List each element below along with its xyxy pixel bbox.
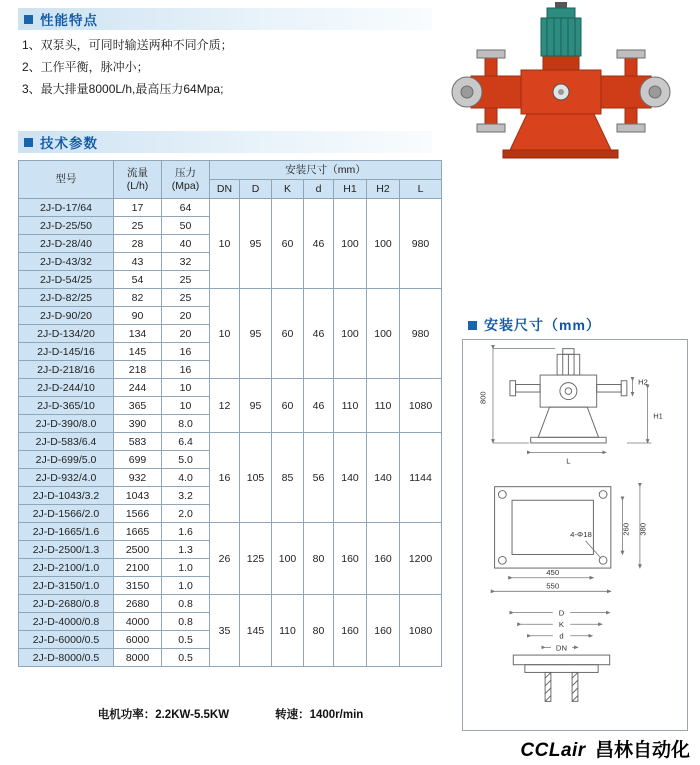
install-d-cell: 95 <box>240 379 272 433</box>
flow-cell: 6000 <box>114 631 162 649</box>
flow-cell: 1043 <box>114 487 162 505</box>
flow-cell: 2680 <box>114 595 162 613</box>
features-section-header <box>18 8 432 30</box>
svg-text:K: K <box>558 620 565 630</box>
install-d-cell: 56 <box>304 433 334 523</box>
pressure-cell: 5.0 <box>162 451 210 469</box>
svg-text:4-Φ18: 4-Φ18 <box>570 530 592 540</box>
install-k-cell: 110 <box>272 595 304 667</box>
flow-cell: 3150 <box>114 577 162 595</box>
feature-item: 1、双泵头，可同时输送两种不同介质； <box>22 38 233 52</box>
install-l-cell: 980 <box>400 289 442 379</box>
model-cell: 2J-D-4000/0.8 <box>19 613 114 631</box>
table-row <box>19 289 442 307</box>
install-dn-cell: 35 <box>210 595 240 667</box>
pressure-cell: 1.0 <box>162 577 210 595</box>
flow-cell: 90 <box>114 307 162 325</box>
pressure-cell: 4.0 <box>162 469 210 487</box>
model-cell: 2J-D-90/20 <box>19 307 114 325</box>
col-header-dn: DN <box>210 180 240 199</box>
model-cell: 2J-D-699/5.0 <box>19 451 114 469</box>
install-d-cell: 145 <box>240 595 272 667</box>
pressure-cell: 16 <box>162 361 210 379</box>
install-d-cell: 80 <box>304 595 334 667</box>
svg-text:H1: H1 <box>653 411 663 421</box>
install-k-cell: 60 <box>272 199 304 289</box>
pressure-cell: 20 <box>162 325 210 343</box>
install-h2-cell: 140 <box>367 433 400 523</box>
install-h1-cell: 160 <box>334 523 367 595</box>
logo-brand: CCLair <box>520 740 586 761</box>
col-header-install: 安装尺寸（mm） <box>210 161 442 180</box>
pressure-cell: 6.4 <box>162 433 210 451</box>
pressure-cell: 3.2 <box>162 487 210 505</box>
pressure-cell: 0.5 <box>162 631 210 649</box>
install-h2-cell: 100 <box>367 199 400 289</box>
pressure-cell: 2.0 <box>162 505 210 523</box>
flow-cell: 583 <box>114 433 162 451</box>
install-h1-cell: 100 <box>334 199 367 289</box>
install-d-cell: 95 <box>240 289 272 379</box>
flow-cell: 54 <box>114 271 162 289</box>
install-dn-cell: 26 <box>210 523 240 595</box>
flow-cell: 1566 <box>114 505 162 523</box>
pressure-cell: 20 <box>162 307 210 325</box>
params-table-body <box>19 199 442 667</box>
table-row <box>19 523 442 541</box>
pressure-cell: 0.8 <box>162 595 210 613</box>
motor-power-note: 电机功率：2.2KW-5.5KW <box>97 709 230 721</box>
model-cell: 2J-D-1665/1.6 <box>19 523 114 541</box>
model-cell: 2J-D-390/8.0 <box>19 415 114 433</box>
install-l-cell: 1200 <box>400 523 442 595</box>
flow-cell: 4000 <box>114 613 162 631</box>
install-h2-cell: 110 <box>367 379 400 433</box>
install-k-cell: 100 <box>272 523 304 595</box>
col-header-l: L <box>400 180 442 199</box>
flow-cell: 699 <box>114 451 162 469</box>
flow-cell: 1665 <box>114 523 162 541</box>
table-row <box>19 199 442 217</box>
install-h1-cell: 100 <box>334 289 367 379</box>
col-header-model: 型号 <box>19 161 114 199</box>
install-h2-cell: 100 <box>367 289 400 379</box>
flow-cell: 365 <box>114 397 162 415</box>
pressure-cell: 10 <box>162 379 210 397</box>
pressure-cell: 1.6 <box>162 523 210 541</box>
flow-cell: 82 <box>114 289 162 307</box>
features-list <box>22 34 233 100</box>
install-title: 安装尺寸（mm） <box>484 317 601 333</box>
svg-text:d: d <box>559 631 564 641</box>
pressure-cell: 1.3 <box>162 541 210 559</box>
flow-cell: 2500 <box>114 541 162 559</box>
model-cell: 2J-D-2500/1.3 <box>19 541 114 559</box>
install-dn-cell: 12 <box>210 379 240 433</box>
flow-cell: 244 <box>114 379 162 397</box>
model-cell: 2J-D-82/25 <box>19 289 114 307</box>
model-cell: 2J-D-134/20 <box>19 325 114 343</box>
install-l-cell: 980 <box>400 199 442 289</box>
top-view-drawing <box>466 477 684 601</box>
model-cell: 2J-D-8000/0.5 <box>19 649 114 667</box>
install-k-cell: 60 <box>272 379 304 433</box>
features-title: 性能特点 <box>40 13 98 28</box>
install-dn-cell: 10 <box>210 199 240 289</box>
col-header-flow: 流量 (L/h) <box>114 161 162 199</box>
pressure-cell: 25 <box>162 289 210 307</box>
table-row <box>19 433 442 451</box>
model-cell: 2J-D-218/16 <box>19 361 114 379</box>
install-l-cell: 1080 <box>400 595 442 667</box>
install-h1-cell: 110 <box>334 379 367 433</box>
install-dn-cell: 16 <box>210 433 240 523</box>
svg-text:H2: H2 <box>638 377 648 387</box>
flow-cell: 390 <box>114 415 162 433</box>
pressure-cell: 10 <box>162 397 210 415</box>
flow-cell: 218 <box>114 361 162 379</box>
model-cell: 2J-D-3150/1.0 <box>19 577 114 595</box>
table-row <box>19 595 442 613</box>
col-header-d-small: d <box>304 180 334 199</box>
install-d-cell: 46 <box>304 199 334 289</box>
pressure-cell: 1.0 <box>162 559 210 577</box>
install-d-cell: 105 <box>240 433 272 523</box>
col-header-pressure: 压力 (Mpa) <box>162 161 210 199</box>
speed-note: 转速：1400r/min <box>275 709 364 721</box>
model-cell: 2J-D-932/4.0 <box>19 469 114 487</box>
pressure-cell: 50 <box>162 217 210 235</box>
install-dn-cell: 10 <box>210 289 240 379</box>
tech-section-header <box>18 131 432 153</box>
install-h2-cell: 160 <box>367 523 400 595</box>
svg-text:550: 550 <box>546 581 560 591</box>
pressure-cell: 0.5 <box>162 649 210 667</box>
install-d-cell: 125 <box>240 523 272 595</box>
table-row <box>19 379 442 397</box>
model-cell: 2J-D-6000/0.5 <box>19 631 114 649</box>
col-header-h1: H1 <box>334 180 367 199</box>
install-d-cell: 95 <box>240 199 272 289</box>
install-d-cell: 80 <box>304 523 334 595</box>
pressure-cell: 25 <box>162 271 210 289</box>
svg-text:D: D <box>558 608 565 618</box>
install-k-cell: 85 <box>272 433 304 523</box>
flow-cell: 134 <box>114 325 162 343</box>
flow-cell: 932 <box>114 469 162 487</box>
model-cell: 2J-D-583/6.4 <box>19 433 114 451</box>
model-cell: 2J-D-2100/1.0 <box>19 559 114 577</box>
pressure-cell: 16 <box>162 343 210 361</box>
install-d-cell: 46 <box>304 289 334 379</box>
flow-cell: 28 <box>114 235 162 253</box>
install-section-header <box>462 315 601 335</box>
svg-text:DN: DN <box>555 643 568 653</box>
feature-item: 3、最大排量8000L/h,最高压力64Mpa; <box>22 82 224 96</box>
model-cell: 2J-D-28/40 <box>19 235 114 253</box>
model-cell: 2J-D-2680/0.8 <box>19 595 114 613</box>
model-cell: 2J-D-17/64 <box>19 199 114 217</box>
flange-section-drawing <box>466 603 684 711</box>
section-bullet-icon <box>468 321 477 330</box>
install-k-cell: 60 <box>272 289 304 379</box>
tech-title: 技术参数 <box>40 136 98 151</box>
model-cell: 2J-D-365/10 <box>19 397 114 415</box>
section-bullet-icon <box>24 138 33 147</box>
params-table <box>18 160 442 667</box>
col-header-h2: H2 <box>367 180 400 199</box>
model-cell: 2J-D-54/25 <box>19 271 114 289</box>
pressure-cell: 32 <box>162 253 210 271</box>
install-d-cell: 46 <box>304 379 334 433</box>
install-h2-cell: 160 <box>367 595 400 667</box>
model-cell: 2J-D-145/16 <box>19 343 114 361</box>
install-l-cell: 1080 <box>400 379 442 433</box>
pressure-cell: 8.0 <box>162 415 210 433</box>
flow-cell: 8000 <box>114 649 162 667</box>
flow-cell: 43 <box>114 253 162 271</box>
section-bullet-icon <box>24 15 33 24</box>
install-h1-cell: 160 <box>334 595 367 667</box>
col-header-k: K <box>272 180 304 199</box>
svg-text:450: 450 <box>546 567 560 577</box>
install-l-cell: 1144 <box>400 433 442 523</box>
pressure-cell: 40 <box>162 235 210 253</box>
feature-item: 2、工作平衡，脉冲小； <box>22 60 149 74</box>
pump-product-photo <box>433 0 688 162</box>
front-view-drawing <box>466 343 684 475</box>
pressure-cell: 64 <box>162 199 210 217</box>
flow-cell: 2100 <box>114 559 162 577</box>
model-cell: 2J-D-1043/3.2 <box>19 487 114 505</box>
model-cell: 2J-D-43/32 <box>19 253 114 271</box>
flow-cell: 17 <box>114 199 162 217</box>
model-cell: 2J-D-1566/2.0 <box>19 505 114 523</box>
flow-cell: 145 <box>114 343 162 361</box>
logo-company: 昌林自动化 <box>594 740 690 761</box>
svg-text:260: 260 <box>621 522 631 536</box>
svg-text:380: 380 <box>638 522 648 536</box>
table-footnote <box>18 706 443 722</box>
company-logo <box>520 735 690 762</box>
flow-cell: 25 <box>114 217 162 235</box>
install-h1-cell: 140 <box>334 433 367 523</box>
col-header-d-outer: D <box>240 180 272 199</box>
svg-text:800: 800 <box>478 391 488 404</box>
table-header-row <box>19 161 442 180</box>
model-cell: 2J-D-244/10 <box>19 379 114 397</box>
svg-text:L: L <box>566 456 571 466</box>
installation-drawings <box>462 339 688 731</box>
model-cell: 2J-D-25/50 <box>19 217 114 235</box>
pressure-cell: 0.8 <box>162 613 210 631</box>
